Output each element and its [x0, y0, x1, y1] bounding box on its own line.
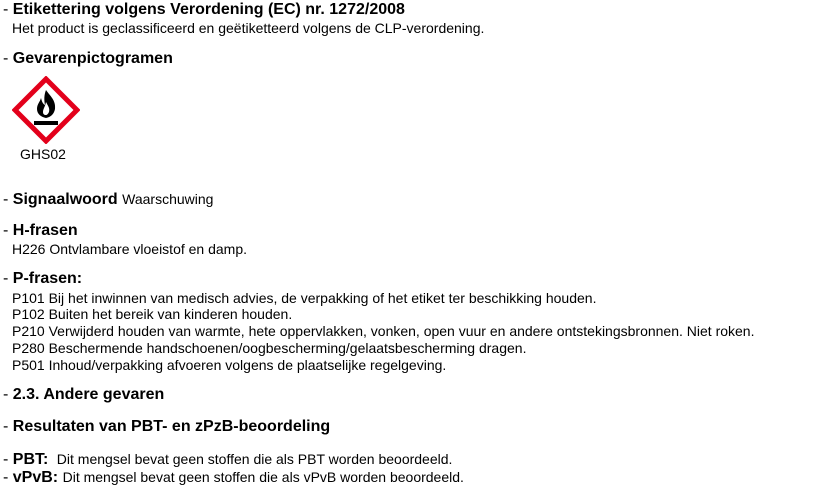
pbt-line: - PBT: Dit mengsel bevat geen stoffen die als PBT worden beoordeeld.	[3, 451, 453, 468]
pictograms-heading: - Gevarenpictogramen	[3, 50, 173, 67]
h-phrases-heading: - H-frasen	[3, 222, 78, 239]
signal-word-label: Signaalwoord	[12, 191, 118, 208]
p-phrase-item: P280 Beschermende handschoenen/oogbescherming/gelaatsbescherming dragen.	[12, 340, 527, 356]
p-phrases-heading: - P-frasen:	[3, 270, 83, 287]
p-phrase-item: P101 Bij het inwinnen van medisch advies, de verpakking of het etiket ter beschikking houden.	[12, 290, 597, 306]
p-phrase-item: P210 Verwijderd houden van warmte, hete oppervlakken, vonken, open vuur en andere ontstekingsbronnen. Niet roken.	[12, 323, 755, 339]
p-phrase-item: P501 Inhoud/verpakking afvoeren volgens de plaatselijke regelgeving.	[12, 357, 447, 373]
flame-pictogram-icon	[12, 76, 80, 144]
labelling-text: Het product is geclassificeerd en geëtiketteerd volgens de CLP-verordening.	[12, 20, 485, 36]
p-phrase-item: P102 Buiten het bereik van kinderen houden.	[12, 306, 293, 322]
other-hazards-heading: - 2.3. Andere gevaren	[3, 386, 165, 403]
vpvb-line: - vPvB: Dit mengsel bevat geen stoffen die als vPvB worden beoordeeld.	[3, 469, 464, 486]
pbt-text: Dit mengsel bevat geen stoffen die als PBT worden beoordeeld.	[56, 451, 453, 467]
pictogram-code: GHS02	[20, 146, 66, 162]
pbt-label: PBT:	[12, 451, 49, 468]
vpvb-label: vPvB:	[12, 469, 59, 486]
signal-word-line: - Signaalwoord Waarschuwing	[3, 191, 214, 208]
h-phrase-item: H226 Ontvlambare vloeistof en damp.	[12, 241, 248, 257]
vpvb-text: Dit mengsel bevat geen stoffen die als vPvB worden beoordeeld.	[62, 469, 464, 485]
pbt-results-heading: - Resultaten van PBT- en zPzB-beoordeling	[3, 418, 331, 435]
signal-word-value: Waarschuwing	[122, 191, 214, 207]
labelling-heading: - Etikettering volgens Verordening (EC) nr. 1272/2008	[3, 1, 405, 18]
